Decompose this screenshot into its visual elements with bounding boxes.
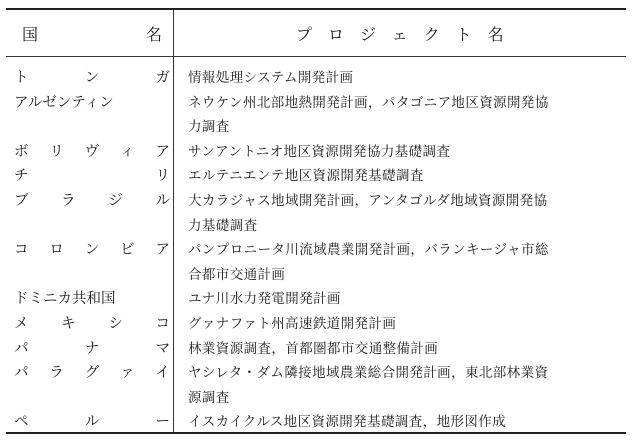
header-country [22,22,162,45]
country-name-char: ー [155,414,170,431]
project-line: グァナファト州高速鉄道開発計画 [188,315,397,332]
country-name-char: シ [108,315,123,332]
country-name-char: コ [14,242,29,259]
country-name-char: グ [84,365,100,382]
country-name-char: ィ [120,143,135,160]
table-body [6,66,626,435]
project-line: 力基礎調査 [188,217,258,234]
country-name-char: アルゼンティン [14,94,114,111]
header-country-char: 名 [145,25,162,44]
country-name [14,337,170,362]
country-name-char: マ [155,340,170,357]
country-name-char: パ [14,340,29,357]
country-name [14,410,170,435]
country-name [14,287,170,312]
project-line: パンプロニータ川流域農業開発計画，バランキージャ市総 [188,242,549,259]
country-name-char: イ [155,365,170,382]
project-cell [188,140,620,165]
project-line: ヤシレタ・ダム隣接地域農業総合開発計画，東北部林業資 [188,365,549,382]
project-cell [188,91,620,140]
table-row [6,238,626,287]
table-row [6,410,626,435]
table-row [6,66,626,91]
country-name-char: ジ [108,192,123,209]
project-line: 源調査 [188,389,230,406]
table-row [6,140,626,165]
project-cell [188,312,620,337]
project-cell [188,164,620,189]
country-name-char: チ [14,168,29,185]
project-line: 合都市交通計画 [188,266,286,283]
country-name-char: ア [155,143,170,160]
country-name [14,189,170,214]
country-name-char: ト [14,70,29,86]
country-name-char: ビ [120,242,135,259]
country-name-char: コ [155,315,170,332]
project-cell [188,361,620,410]
country-name-char: ア [155,242,170,259]
project-line: 林業資源調査，首都圏都市交通整備計画 [188,340,439,357]
country-name-char: ドミニカ共和国 [14,291,116,308]
header-project: プロジェクト名 [296,25,520,44]
country-name-char: メ [14,315,29,332]
project-cell [188,337,620,362]
table-row [6,91,626,140]
country-name-char: ブ [14,192,29,209]
country-name-char: ナ [84,340,100,357]
country-name [14,91,170,116]
project-line: 大カラジャス地域開発計画，アンタゴルダ地域資源開発協 [188,192,548,209]
table-row [6,312,626,337]
country-name [14,361,170,386]
country-name-char: ァ [120,365,135,382]
project-line: ネウケン州北部地熱開発計画，パタゴニア地区資源開発協 [188,94,549,111]
country-name-char: ル [84,414,100,431]
project-line: 情報処理システム開発計画 [188,70,354,86]
project-line: 力調査 [188,119,230,136]
table-row [6,189,626,238]
country-name-char: リ [155,168,170,185]
project-cell [188,410,620,435]
country-name [14,164,170,189]
project-table [6,8,626,434]
project-line: ユナ川水力発電開発計画 [188,291,341,308]
country-name-char: ロ [49,242,64,259]
country-name [14,238,170,263]
country-name [14,66,170,91]
table-row [6,337,626,362]
country-name-char: ン [84,70,100,86]
table-row [6,287,626,312]
country-name-char: ラ [61,192,76,209]
project-cell [188,66,620,91]
country-name-char: ル [155,192,170,209]
country-name [14,312,170,337]
country-name-char: ン [84,242,100,259]
country-name-char: リ [49,143,64,160]
country-name [14,140,170,165]
project-line: エルテニエンテ地区資源開発基礎調査 [188,168,424,185]
country-name-char: ペ [14,414,29,431]
project-line: イスカイクルス地区資源開発基礎調査，地形図作成 [188,414,507,431]
country-name-char: ガ [155,70,170,86]
country-name-char: パ [14,365,29,382]
table-row [6,361,626,410]
table-header [6,10,626,57]
project-cell [188,238,620,287]
country-name-char: ボ [14,143,29,160]
table-row [6,164,626,189]
country-name-char: ラ [49,365,64,382]
project-line: サンアントニオ地区資源開発協力基礎調査 [188,143,451,160]
country-name-char: キ [61,315,76,332]
project-cell [188,287,620,312]
country-name-char: ヴ [84,143,100,160]
header-country-char: 国 [22,25,39,44]
project-cell [188,189,620,238]
